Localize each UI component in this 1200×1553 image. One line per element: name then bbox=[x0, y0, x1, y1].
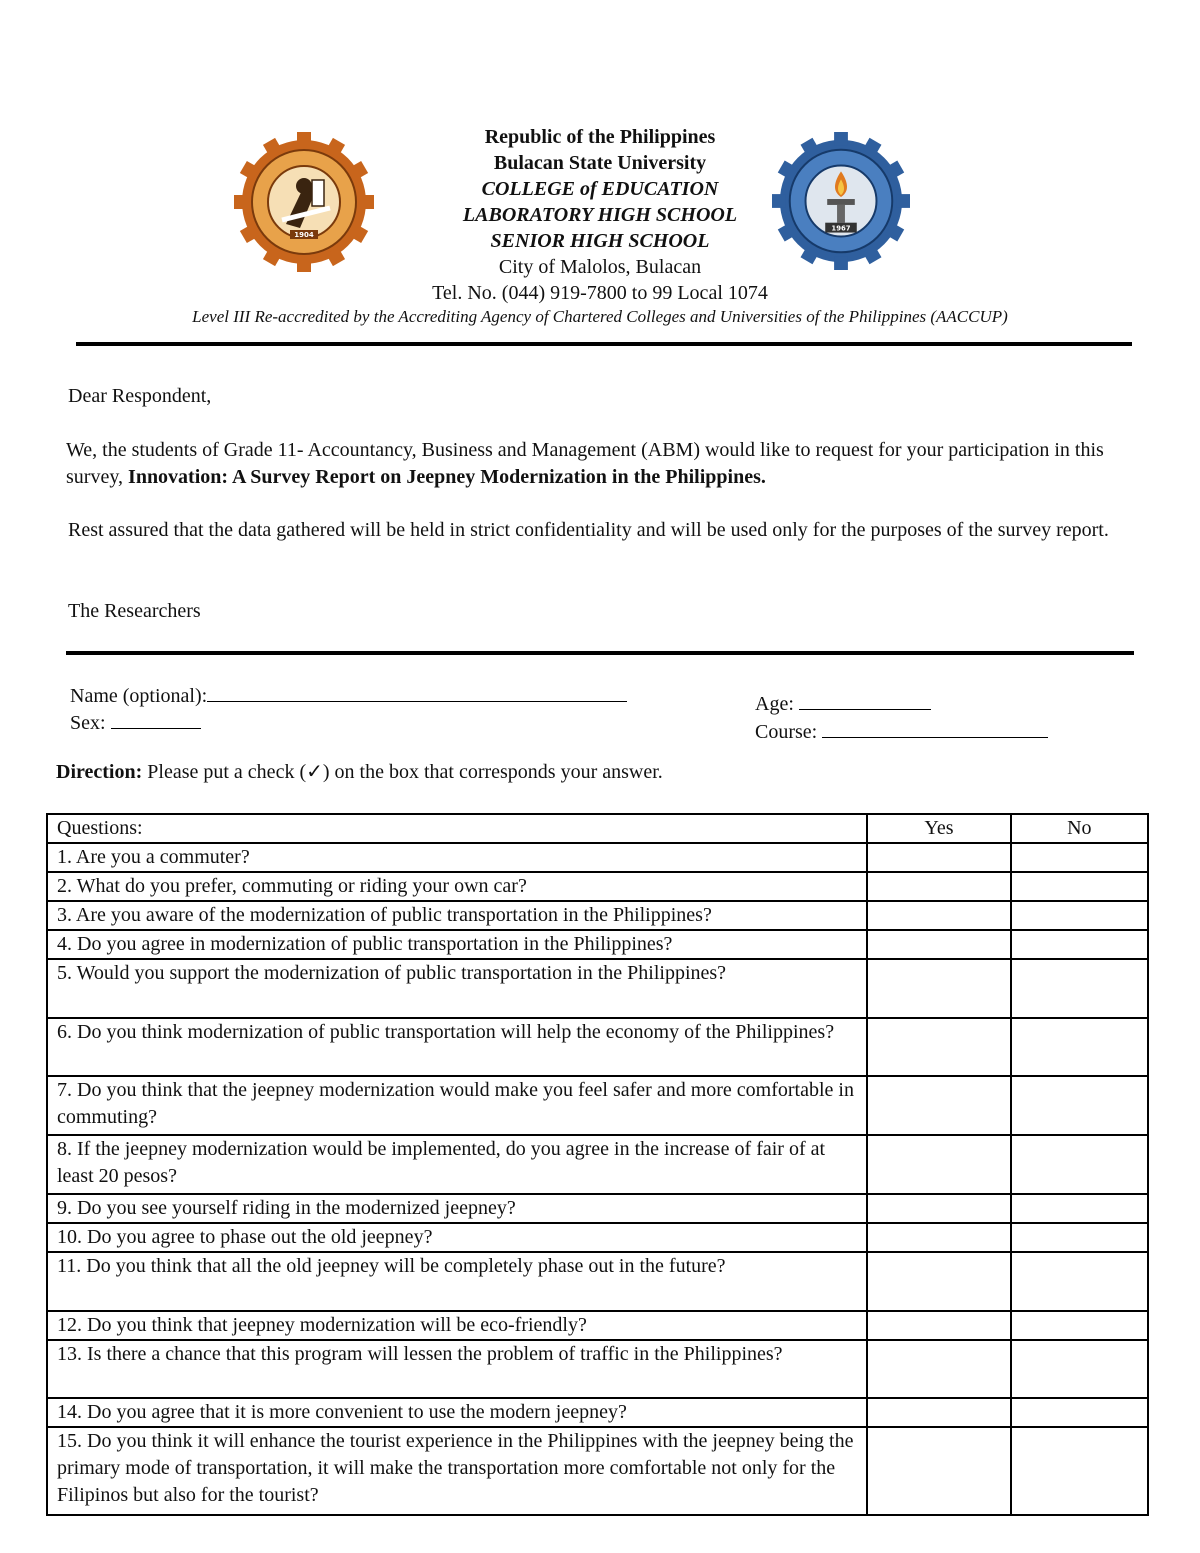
table-row bbox=[47, 1340, 1148, 1398]
direction-label: Direction: bbox=[56, 761, 143, 783]
question-cell: 12. Do you think that jeepney modernization will be eco-friendly? bbox=[47, 1311, 867, 1340]
no-checkbox[interactable] bbox=[1011, 1252, 1148, 1311]
table-row bbox=[47, 1252, 1148, 1311]
header-lab-school: LABORATORY HIGH SCHOOL bbox=[462, 204, 738, 226]
no-checkbox[interactable] bbox=[1011, 901, 1148, 930]
question-cell: 9. Do you see yourself riding in the modernized jeepney? bbox=[47, 1194, 867, 1223]
name-field[interactable] bbox=[70, 683, 627, 710]
no-checkbox[interactable] bbox=[1011, 1135, 1148, 1194]
yes-checkbox[interactable] bbox=[867, 872, 1010, 901]
table-row bbox=[47, 1223, 1148, 1252]
table-row bbox=[47, 1018, 1148, 1076]
course-label: Course: bbox=[755, 721, 818, 743]
direction bbox=[56, 759, 663, 786]
yes-checkbox[interactable] bbox=[867, 843, 1010, 872]
survey-title: Innovation: A Survey Report on Jeepney Modernization in the Philippines. bbox=[128, 466, 766, 488]
question-cell: 15. Do you think it will enhance the tourist experience in the Philippines with the jeepney being the primary mode of transportation, it will make the transportation more comfortable not only for the Filipinos but also for the tourist? bbox=[47, 1427, 867, 1515]
question-cell: 7. Do you think that the jeepney modernization would make you feel safer and more comfortable in commuting? bbox=[47, 1076, 867, 1135]
yes-checkbox[interactable] bbox=[867, 1076, 1010, 1135]
table-row bbox=[47, 901, 1148, 930]
no-checkbox[interactable] bbox=[1011, 1398, 1148, 1427]
age-blank[interactable] bbox=[799, 691, 931, 710]
header-university: Bulacan State University bbox=[493, 152, 707, 174]
yes-checkbox[interactable] bbox=[867, 1427, 1010, 1515]
yes-checkbox[interactable] bbox=[867, 1252, 1010, 1311]
table-row bbox=[47, 1194, 1148, 1223]
no-checkbox[interactable] bbox=[1011, 1223, 1148, 1252]
confidentiality-paragraph: Rest assured that the data gathered will be held in strict confidentiality and will be used only for the purposes of the survey report. bbox=[68, 519, 1109, 541]
table-row bbox=[47, 930, 1148, 959]
no-checkbox[interactable] bbox=[1011, 1194, 1148, 1223]
no-checkbox[interactable] bbox=[1011, 872, 1148, 901]
greeting: Dear Respondent, bbox=[68, 385, 212, 407]
svg-text:1967: 1967 bbox=[831, 224, 851, 233]
table-row bbox=[47, 1427, 1148, 1515]
table-row bbox=[47, 1311, 1148, 1340]
header-yes: Yes bbox=[867, 814, 1010, 843]
question-cell: 13. Is there a chance that this program will lessen the problem of traffic in the Philippines? bbox=[47, 1340, 867, 1398]
table-row bbox=[47, 959, 1148, 1018]
header-shs: SENIOR HIGH SCHOOL bbox=[490, 230, 710, 252]
no-checkbox[interactable] bbox=[1011, 1076, 1148, 1135]
question-cell: 1. Are you a commuter? bbox=[47, 843, 867, 872]
question-cell: 2. What do you prefer, commuting or riding your own car? bbox=[47, 872, 867, 901]
header-no: No bbox=[1011, 814, 1148, 843]
header-city: City of Malolos, Bulacan bbox=[498, 256, 702, 278]
table-row bbox=[47, 1076, 1148, 1135]
no-checkbox[interactable] bbox=[1011, 1340, 1148, 1398]
svg-text:1904: 1904 bbox=[294, 231, 314, 239]
question-cell: 11. Do you think that all the old jeepney will be completely phase out in the future? bbox=[47, 1252, 867, 1311]
header-college: COLLEGE of EDUCATION bbox=[481, 178, 719, 200]
yes-checkbox[interactable] bbox=[867, 1311, 1010, 1340]
question-cell: 8. If the jeepney modernization would be implemented, do you agree in the increase of fair of at least 20 pesos? bbox=[47, 1135, 867, 1194]
no-checkbox[interactable] bbox=[1011, 1018, 1148, 1076]
intro-text: We, the students of Grade 11- Accountancy, Business and Management (ABM) would like to request for your participation in this survey, bbox=[66, 439, 1104, 488]
survey-table bbox=[46, 813, 1149, 1516]
yes-checkbox[interactable] bbox=[867, 1018, 1010, 1076]
sex-label: Sex: bbox=[70, 712, 106, 734]
yes-checkbox[interactable] bbox=[867, 901, 1010, 930]
header-divider bbox=[76, 342, 1132, 346]
yes-checkbox[interactable] bbox=[867, 1194, 1010, 1223]
name-label: Name (optional): bbox=[70, 685, 208, 707]
header-country: Republic of the Philippines bbox=[484, 126, 716, 148]
header-tel: Tel. No. (044) 919-7800 to 99 Local 1074 bbox=[432, 282, 768, 304]
document-header bbox=[0, 124, 1200, 328]
yes-checkbox[interactable] bbox=[867, 1223, 1010, 1252]
header-accreditation: Level III Re-accredited by the Accrediting Agency of Chartered Colleges and Universities of the Philippines (AACCUP) bbox=[192, 307, 1008, 326]
letter-divider bbox=[66, 651, 1134, 655]
course-field[interactable] bbox=[755, 719, 1048, 746]
table-row bbox=[47, 843, 1148, 872]
no-checkbox[interactable] bbox=[1011, 1311, 1148, 1340]
yes-checkbox[interactable] bbox=[867, 930, 1010, 959]
no-checkbox[interactable] bbox=[1011, 1427, 1148, 1515]
yes-checkbox[interactable] bbox=[867, 1398, 1010, 1427]
question-cell: 6. Do you think modernization of public transportation will help the economy of the Philippines? bbox=[47, 1018, 867, 1076]
table-row bbox=[47, 1135, 1148, 1194]
yes-checkbox[interactable] bbox=[867, 1135, 1010, 1194]
signoff: The Researchers bbox=[68, 600, 201, 622]
no-checkbox[interactable] bbox=[1011, 843, 1148, 872]
direction-text: Please put a check (✓) on the box that corresponds your answer. bbox=[142, 761, 663, 783]
age-label: Age: bbox=[755, 693, 794, 715]
name-blank[interactable] bbox=[207, 683, 627, 702]
question-cell: 5. Would you support the modernization of public transportation in the Philippines? bbox=[47, 959, 867, 1018]
question-cell: 3. Are you aware of the modernization of public transportation in the Philippines? bbox=[47, 901, 867, 930]
no-checkbox[interactable] bbox=[1011, 959, 1148, 1018]
yes-checkbox[interactable] bbox=[867, 1340, 1010, 1398]
sex-field[interactable] bbox=[70, 710, 201, 737]
question-cell: 10. Do you agree to phase out the old jeepney? bbox=[47, 1223, 867, 1252]
table-header-row bbox=[47, 814, 1148, 843]
course-blank[interactable] bbox=[822, 719, 1048, 738]
yes-checkbox[interactable] bbox=[867, 959, 1010, 1018]
sex-blank[interactable] bbox=[111, 710, 201, 729]
table-row bbox=[47, 1398, 1148, 1427]
question-cell: 4. Do you agree in modernization of public transportation in the Philippines? bbox=[47, 930, 867, 959]
intro-paragraph bbox=[66, 437, 1128, 491]
table-row bbox=[47, 872, 1148, 901]
no-checkbox[interactable] bbox=[1011, 930, 1148, 959]
question-cell: 14. Do you agree that it is more convenient to use the modern jeepney? bbox=[47, 1398, 867, 1427]
header-questions: Questions: bbox=[47, 814, 867, 843]
age-field[interactable] bbox=[755, 691, 931, 718]
